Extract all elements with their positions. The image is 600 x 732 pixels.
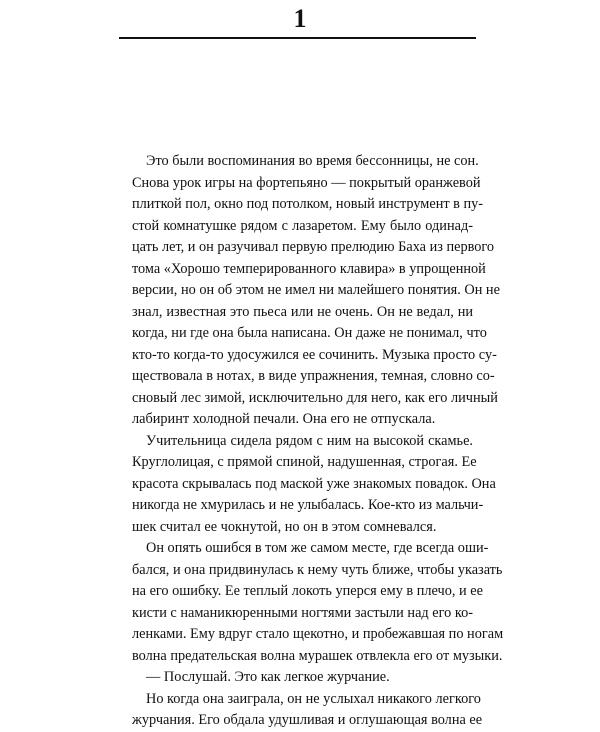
text-line: Снова урок игры на фортепьяно — покрытый оранжевой (132, 174, 481, 191)
text-line: никогда не хмурилась и не улыбалась. Кое-кто из мальчи- (132, 497, 484, 513)
text-line: волна предательская волна мурашек отвлекла его от музыки. (132, 647, 503, 664)
paragraph (132, 667, 473, 689)
text-line: цать лет, и он разучивал первую прелюдию Баха из первого (132, 239, 495, 255)
paragraph (132, 431, 496, 539)
text-line: — Послушай. Это как легкое журчание. (146, 669, 390, 685)
text-line: ленками. Ему вдруг стало щекотно, и пробежавшая по ногам (132, 626, 504, 642)
text-line: кто-то когда-то удосужился ее сочинить. Музыка просто су- (132, 346, 497, 363)
body-text (132, 151, 504, 732)
paragraph (132, 689, 483, 732)
text-line: Учительница сидела рядом с ним на высокой скамье. (146, 432, 473, 449)
text-line: знал, известная это пьеса или не очень. Он не ведал, ни (132, 303, 473, 320)
paragraph (132, 151, 500, 431)
text-line: сновый лес зимой, исключительно для него, как его личный (132, 389, 498, 406)
chapter-rule (119, 37, 476, 39)
text-line: ществовала в нотах, в виде упражнения, темная, словно со- (132, 368, 495, 384)
text-line: Но когда она заиграла, он не услыхал никакого легкого (146, 690, 481, 707)
text-line: красота скрывалась под маской уже знакомых повадок. Она (132, 475, 496, 492)
text-line: Он опять ошибся в том же самом месте, где всегда оши- (146, 540, 489, 556)
text-line: Это были воспоминания во время бессонницы, не сон. (146, 153, 479, 169)
chapter-number: 1 (293, 4, 307, 33)
text-line: версии, но он об этом не имел ни малейшего понятия. Он не (132, 282, 500, 298)
text-line: шек считал ее чокнутой, но он в этом сомневался. (132, 518, 437, 535)
text-line: лабиринт холодной печали. Она его не отпускала. (132, 411, 436, 427)
text-line: бался, и она придвинулась к нему чуть ближе, чтобы указать (132, 561, 503, 578)
paragraph (132, 538, 504, 667)
text-line: когда, ни где она была написана. Он даже не понимал, что (132, 325, 487, 341)
text-line: плиткой пол, окно под потолком, новый инструмент в пу- (132, 196, 484, 212)
text-line: тома «Хорошо темперированного клавира» в упрощенной (132, 260, 486, 277)
text-line: кисти с наманикюренными ногтями застыли над его ко- (132, 604, 473, 621)
text-line: Круглолицая, с прямой спиной, надушенная, строгая. Ее (132, 454, 477, 470)
text-line: журчания. Его обдала удушливая и оглушающая волна ее (132, 712, 483, 728)
text-line: стой комнатушке рядом с лазаретом. Ему было одинад- (132, 217, 473, 234)
text-line: на его ошибку. Ее теплый локоть уперся ему в плечо, и ее (132, 583, 483, 599)
